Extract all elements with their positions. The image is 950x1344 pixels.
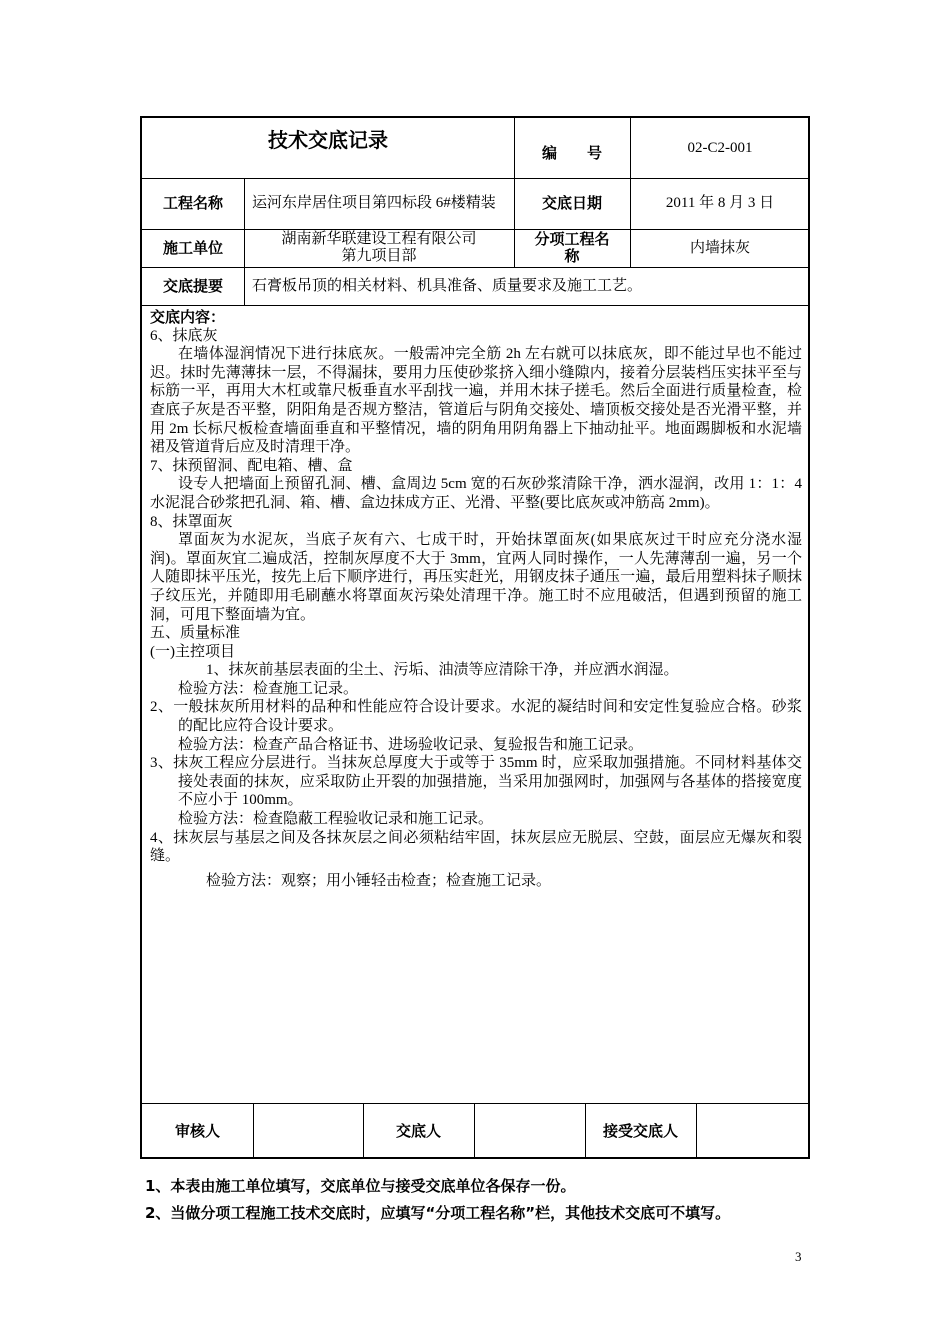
project-name-label: 工程名称: [162, 194, 223, 212]
unit-value-line1: 湖南新华联建设工程有限公司: [281, 231, 477, 247]
quality-item-2: 2、一般抹灰所用材料的品种和性能应符合设计要求。水泥的凝结时间和安定性复验应合格。砂浆的配比应符合设计要求。: [150, 699, 802, 735]
section-6-body: 在墙体湿润情况下进行抹底灰。一般需冲完全筋 2h 左右就可以抹底灰，即不能过早也不能过迟。抹时先薄薄抹一层，不得漏抹，要用力压使砂浆挤入细小缝隙内，接着分层装档压实抹平至与标筋一平，再用大木杠或靠尺板垂直水平刮找一遍，并用木抹子搓毛。然后全面进行质量检查，检查底子灰是否平整，阴阳角是否规方整洁，管道后与阴角交接处、墙顶板交接处是否光滑平整，并用 2m 长标尺板检查墙面垂直和平整情况，墙的阴角用阴角器上下抽动扯平。地面踢脚板和水泥墙裙及管道背后应及时清理干净。: [150, 346, 802, 456]
disclosure-content: [150, 308, 802, 890]
reviewer-label: 审核人: [174, 1121, 220, 1140]
sub-project-value: 内墙抹灰: [689, 239, 750, 256]
summary-value: 石膏板吊顶的相关材料、机具准备、质量要求及施工工艺。: [252, 277, 643, 294]
section-7-body: 设专人把墙面上预留孔洞、槽、盒周边 5cm 宽的石灰砂浆清除干净，洒水湿润，改用 1：1：4 水泥混合砂浆把孔洞、箱、槽、盒边抹成方正、光滑、平整(要比底灰或冲筋高 2mm)。: [150, 476, 802, 511]
unit-value: [244, 229, 514, 267]
section-8-body: 罩面灰为水泥灰，当底子灰有六、七成干时，开始抹罩面灰(如果底灰过干时应充分浇水湿润)。罩面灰宜二遍成活，控制灰厚度不大于 3mm，宜两人同时操作，一人先薄薄刮一遍，另一个人随即抹平压光，按先上后下顺序进行，再压实赶光，用钢皮抹子通压一遍，最后用塑料抹子顺抹子纹压光，并随即用毛刷蘸水将罩面灰污染处清理干净。施工时不应甩破活，但遇到预留的施工洞，可甩下整面墙为宜。: [150, 532, 802, 623]
number-value: 02-C2-001: [687, 139, 753, 156]
content-heading: 交底内容：: [150, 308, 226, 326]
document-title: 技术交底记录: [268, 127, 388, 152]
sub-project-label: 分项工程名称: [534, 230, 610, 265]
quality-item-1-check: 检验方法：检查施工记录。: [178, 680, 359, 697]
project-name-value: 运河东岸居住项目第四标段 6#楼精装: [252, 195, 496, 211]
discloser-signature-field[interactable]: [474, 1103, 585, 1159]
quality-item-4: 4、抹灰层与基层之间及各抹灰层之间必须粘结牢固，抹灰层应无脱层、空鼓，面层应无爆灰和裂缝。: [150, 829, 802, 865]
quality-item-2-check: 检验方法：检查产品合格证书、进场验收记录、复验报告和施工记录。: [178, 736, 644, 753]
reviewer-signature-field[interactable]: [253, 1103, 363, 1159]
discloser-label: 交底人: [395, 1121, 441, 1140]
quality-item-1: 1、抹灰前基层表面的尘土、污垢、油渍等应清除干净，并应洒水润湿。: [206, 662, 679, 679]
receiver-label: 接受交底人: [602, 1121, 678, 1140]
row-divider: [142, 305, 808, 306]
page-number: 3: [795, 1249, 802, 1264]
unit-label: 施工单位: [162, 238, 223, 257]
date-label: 交底日期: [541, 194, 602, 212]
receiver-signature-field[interactable]: [696, 1103, 810, 1159]
quality-title: 五、质量标准: [150, 625, 241, 642]
disclosure-record-table: [140, 116, 810, 1159]
footer-notes: [145, 1173, 825, 1227]
date-value: 2011 年 8 月 3 日: [665, 195, 775, 211]
number-label: 编 号: [541, 143, 602, 162]
quality-item-4-check: 检验方法：观察；用小锤轻击检查；检查施工记录。: [206, 872, 552, 889]
quality-item-3: 3、抹灰工程应分层进行。当抹灰总厚度大于或等于 35mm 时，应采取加强措施。不同材料基体交接处表面的抹灰，应采取防止开裂的加强措施，当采用加强网时，加强网与各基体的搭接宽度不应小于 100mm。: [150, 755, 802, 809]
note-1: 1、本表由施工单位填写，交底单位与接受交底单位各保存一份。: [145, 1177, 576, 1195]
quality-item-3-check: 检验方法：检查隐蔽工程验收记录和施工记录。: [178, 811, 494, 828]
unit-value-line2: 第九项目部: [341, 248, 417, 264]
quality-main-items: (一)主控项目: [150, 643, 235, 660]
note-2: 2、当做分项工程施工技术交底时，应填写“分项工程名称”栏，其他技术交底可不填写。: [145, 1204, 731, 1222]
section-7-title: 7、抹预留洞、配电箱、槽、盒: [150, 457, 353, 474]
section-8-title: 8、抹罩面灰: [150, 513, 233, 530]
summary-label: 交底提要: [162, 276, 223, 295]
section-6-title: 6、抹底灰: [150, 327, 218, 344]
